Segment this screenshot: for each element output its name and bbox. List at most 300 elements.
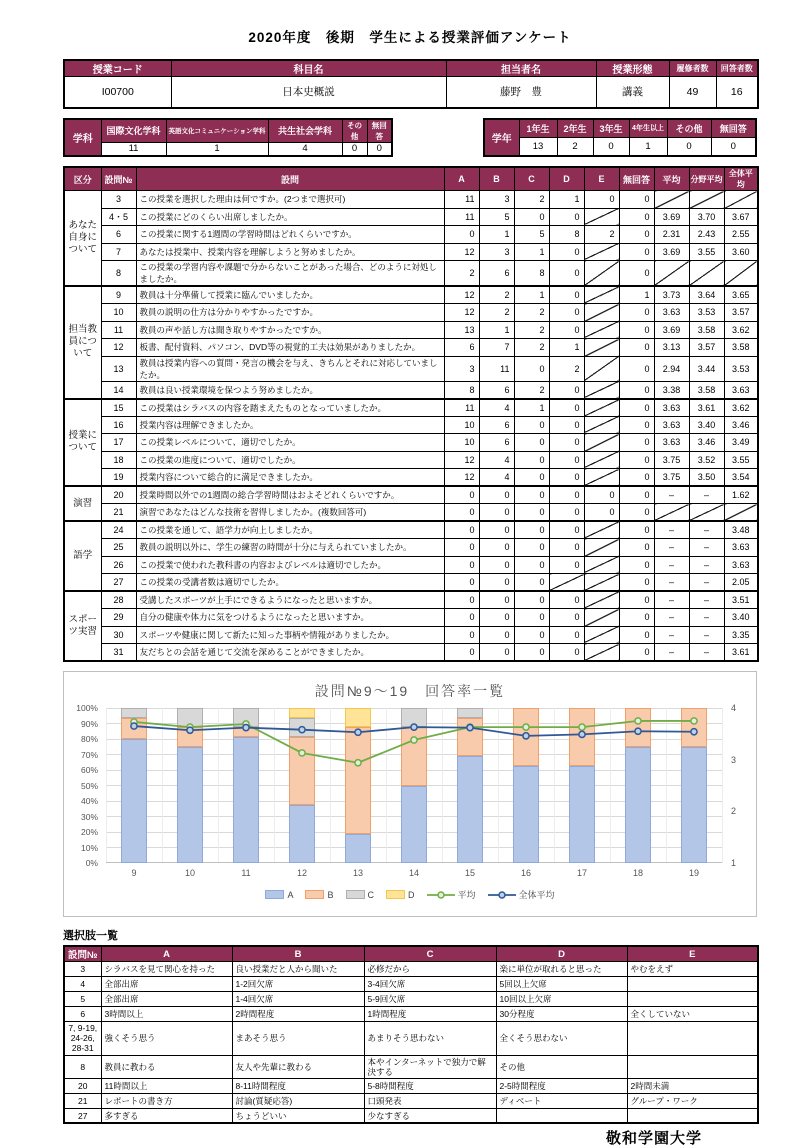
blank-diagonal-cell: [584, 434, 619, 452]
count-cell: 1: [514, 399, 549, 417]
count-cell: 1: [514, 243, 549, 261]
choice-cell: 5回以上欠席: [496, 977, 627, 992]
question-no: 31: [101, 644, 136, 662]
report-content: [63, 0, 757, 1148]
side-table-header: 無回答: [711, 119, 756, 138]
question-text: この授業レベルについて、適切でしたか。: [136, 434, 444, 452]
count-cell: 1: [479, 226, 514, 244]
blank-diagonal-cell: [584, 451, 619, 469]
legend-label: 全体平均: [518, 890, 555, 900]
count-cell: 0: [444, 626, 479, 644]
count-cell: 0: [619, 626, 654, 644]
right-axis-tick: 4: [731, 703, 737, 713]
average-cell: 3.53: [724, 356, 758, 381]
question-no: 17: [101, 434, 136, 452]
question-text: この授業の進度について、適切でしたか。: [136, 451, 444, 469]
question-text: この授業の学習内容や課題で分からないことがあった場合、どのように対処しましたか。: [136, 261, 444, 287]
question-text: 授業内容は理解できましたか。: [136, 416, 444, 434]
average-cell: 3.57: [724, 304, 758, 322]
choice-cell: 楽に単位が取れると思った: [496, 962, 627, 977]
side-table-value: 0: [593, 138, 629, 156]
count-cell: 0: [514, 644, 549, 662]
x-axis-tick: 17: [576, 868, 587, 878]
qtable-header: D: [549, 167, 584, 191]
count-cell: 0: [584, 504, 619, 522]
choice-cell: 強くそう思う: [101, 1022, 232, 1056]
count-cell: 0: [619, 434, 654, 452]
marker-平均: [635, 718, 641, 724]
average-cell: 3.46: [724, 416, 758, 434]
legend-item-平均: [427, 888, 476, 901]
choice-cell: [627, 1108, 758, 1123]
x-axis-tick: 16: [520, 868, 531, 878]
count-cell: 0: [479, 486, 514, 504]
average-cell: 2.31: [654, 226, 689, 244]
x-axis-tick: 10: [184, 868, 195, 878]
count-cell: 0: [514, 486, 549, 504]
count-cell: 0: [584, 486, 619, 504]
count-cell: 0: [619, 208, 654, 226]
count-cell: 0: [619, 339, 654, 357]
blank-diagonal-cell: [689, 504, 724, 522]
blank-diagonal-cell: [724, 504, 758, 522]
blank-diagonal-cell: [584, 574, 619, 592]
question-text: スポーツや健康に関して新たに知った事柄や情報がありましたか。: [136, 626, 444, 644]
course-value: I00700: [64, 77, 171, 108]
average-cell: –: [689, 574, 724, 592]
question-text: この授業を選択した理由は何ですか。(2つまで選択可): [136, 191, 444, 209]
count-cell: 1: [514, 286, 549, 304]
question-no: 21: [101, 504, 136, 522]
side-table-label: 学科: [64, 119, 101, 157]
choices-header: B: [232, 946, 364, 962]
count-cell: 0: [549, 286, 584, 304]
average-cell: 3.63: [654, 304, 689, 322]
count-cell: 0: [479, 591, 514, 609]
count-cell: 0: [549, 609, 584, 627]
choice-cell: 全くそう思わない: [496, 1022, 627, 1056]
count-cell: 2: [514, 304, 549, 322]
count-cell: 0: [549, 644, 584, 662]
average-cell: –: [689, 644, 724, 662]
count-cell: 0: [514, 539, 549, 557]
blank-diagonal-cell: [584, 626, 619, 644]
average-cell: 3.58: [689, 321, 724, 339]
count-cell: 6: [479, 434, 514, 452]
count-cell: 2: [514, 381, 549, 399]
average-cell: 3.55: [724, 451, 758, 469]
legend-item-A: [265, 890, 293, 900]
legend-line-marker-icon: [488, 890, 516, 900]
side-tables: [63, 118, 757, 158]
choices-header: C: [364, 946, 496, 962]
blank-diagonal-cell: [549, 574, 584, 592]
average-cell: 3.13: [654, 339, 689, 357]
question-text: 授業内容について総合的に満足できましたか。: [136, 469, 444, 487]
x-axis-tick: 9: [131, 868, 137, 878]
side-table-header: 無回答: [367, 119, 392, 143]
answer-rate-chart: [63, 671, 757, 917]
choice-cell: 11時間以上: [101, 1078, 232, 1093]
side-table-header: その他: [342, 119, 367, 143]
category-cell: 演習: [64, 486, 101, 521]
count-cell: 0: [444, 609, 479, 627]
course-header: 履修者数: [669, 60, 716, 77]
y-axis-tick: 80%: [80, 734, 98, 744]
question-no: 16: [101, 416, 136, 434]
side-table-header: 英語文化コミュニケーション学科: [166, 119, 268, 143]
count-cell: 0: [549, 261, 584, 287]
marker-全体平均: [131, 723, 137, 729]
average-cell: 2.94: [654, 356, 689, 381]
blank-diagonal-cell: [584, 356, 619, 381]
course-value: 藤野 豊: [446, 77, 596, 108]
side-table-value: 0: [342, 142, 367, 156]
count-cell: 0: [619, 486, 654, 504]
choice-cell: 3時間以上: [101, 1007, 232, 1022]
question-no: 18: [101, 451, 136, 469]
choice-cell: 5-9回欠席: [364, 992, 496, 1007]
question-no: 7: [101, 243, 136, 261]
side-table-value: 0: [711, 138, 756, 156]
y-axis-tick: 20%: [80, 827, 98, 837]
marker-全体平均: [243, 725, 249, 731]
question-no: 8: [101, 261, 136, 287]
count-cell: 0: [549, 381, 584, 399]
count-cell: 0: [514, 434, 549, 452]
count-cell: 0: [514, 469, 549, 487]
count-cell: 0: [619, 381, 654, 399]
count-cell: 11: [444, 399, 479, 417]
count-cell: 12: [444, 451, 479, 469]
count-cell: 0: [619, 591, 654, 609]
legend-swatch-icon: [305, 890, 324, 899]
marker-全体平均: [523, 733, 529, 739]
blank-diagonal-cell: [584, 469, 619, 487]
count-cell: 0: [549, 539, 584, 557]
qtable-header: A: [444, 167, 479, 191]
question-text: この授業を通して、語学力が向上しましたか。: [136, 521, 444, 539]
side-table-value: 0: [667, 138, 711, 156]
average-cell: –: [689, 521, 724, 539]
average-cell: 3.55: [689, 243, 724, 261]
count-cell: 0: [549, 451, 584, 469]
qtable-header: C: [514, 167, 549, 191]
legend-label: D: [408, 889, 415, 900]
question-no: 4・5: [101, 208, 136, 226]
x-axis-tick: 13: [352, 868, 363, 878]
count-cell: 7: [479, 339, 514, 357]
count-cell: 0: [514, 556, 549, 574]
choice-cell: [627, 992, 758, 1007]
count-cell: 1: [549, 191, 584, 209]
blank-diagonal-cell: [689, 261, 724, 287]
choice-cell: [627, 1022, 758, 1056]
count-cell: 0: [619, 304, 654, 322]
average-cell: –: [654, 644, 689, 662]
choice-cell: 全部出席: [101, 977, 232, 992]
marker-全体平均: [355, 729, 361, 735]
marker-全体平均: [467, 725, 473, 731]
average-cell: 3.40: [724, 609, 758, 627]
chart-x-labels: [106, 868, 722, 878]
x-axis-tick: 18: [632, 868, 643, 878]
average-cell: 1.62: [724, 486, 758, 504]
side-table-header: 共生社会学科: [268, 119, 342, 143]
average-cell: 3.52: [689, 451, 724, 469]
blank-diagonal-cell: [584, 521, 619, 539]
count-cell: 0: [619, 521, 654, 539]
chart-right-axis: [728, 703, 752, 868]
choice-cell: ちょうどいい: [232, 1108, 364, 1123]
question-no: 13: [101, 356, 136, 381]
course-value: 49: [669, 77, 716, 108]
qtable-header: 分野平均: [689, 167, 724, 191]
qtable-header: 区分: [64, 167, 101, 191]
blank-diagonal-cell: [584, 304, 619, 322]
marker-全体平均: [691, 729, 697, 735]
blank-diagonal-cell: [654, 504, 689, 522]
question-text: あなたは授業中、授業内容を理解しようと努めましたか。: [136, 243, 444, 261]
x-axis-tick: 12: [296, 868, 307, 878]
course-header: 回答者数: [716, 60, 758, 77]
count-cell: 11: [444, 191, 479, 209]
y-axis-tick: 40%: [80, 796, 98, 806]
count-cell: 0: [619, 243, 654, 261]
page-title: 2020年度 後期 学生による授業評価アンケート: [248, 30, 572, 45]
chart-plot: [106, 708, 722, 863]
side-table-header: 1年生: [519, 119, 557, 138]
choice-cell: 教員に教わる: [101, 1055, 232, 1078]
choices-question-no: 5: [64, 992, 101, 1007]
marker-平均: [691, 718, 697, 724]
choice-cell: 2時間程度: [232, 1007, 364, 1022]
count-cell: 0: [444, 591, 479, 609]
side-table-header: その他: [667, 119, 711, 138]
average-cell: –: [654, 539, 689, 557]
average-cell: 3.63: [724, 539, 758, 557]
question-text: この授業の受講者数は適切でしたか。: [136, 574, 444, 592]
count-cell: 0: [619, 609, 654, 627]
question-no: 6: [101, 226, 136, 244]
choice-cell: 多すぎる: [101, 1108, 232, 1123]
question-text: 演習であなたはどんな技術を習得しましたか。(複数回答可): [136, 504, 444, 522]
average-cell: –: [654, 591, 689, 609]
count-cell: 0: [479, 539, 514, 557]
marker-全体平均: [579, 731, 585, 737]
y-axis-tick: 0%: [85, 858, 98, 868]
course-value: 日本史概説: [171, 77, 446, 108]
blank-diagonal-cell: [584, 339, 619, 357]
x-axis-tick: 19: [688, 868, 699, 878]
blank-diagonal-cell: [584, 609, 619, 627]
course-header: 授業形態: [596, 60, 669, 77]
average-cell: 3.75: [654, 469, 689, 487]
question-no: 27: [101, 574, 136, 592]
legend-item-B: [305, 890, 333, 900]
count-cell: 0: [479, 609, 514, 627]
count-cell: 0: [619, 261, 654, 287]
average-cell: 3.57: [689, 339, 724, 357]
right-axis-tick: 1: [731, 858, 737, 868]
average-cell: –: [654, 574, 689, 592]
question-table: [63, 166, 759, 662]
count-cell: 0: [549, 556, 584, 574]
blank-diagonal-cell: [724, 191, 758, 209]
choices-question-no: 27: [64, 1108, 101, 1123]
blank-diagonal-cell: [584, 644, 619, 662]
choice-cell: ディベート: [496, 1093, 627, 1108]
question-no: 11: [101, 321, 136, 339]
average-cell: 3.60: [724, 243, 758, 261]
count-cell: 0: [514, 451, 549, 469]
count-cell: 2: [584, 226, 619, 244]
question-no: 14: [101, 381, 136, 399]
y-axis-tick: 60%: [80, 765, 98, 775]
average-cell: –: [654, 486, 689, 504]
choice-cell: あまりそう思わない: [364, 1022, 496, 1056]
marker-全体平均: [635, 728, 641, 734]
question-no: 19: [101, 469, 136, 487]
blank-diagonal-cell: [584, 243, 619, 261]
average-cell: 3.67: [724, 208, 758, 226]
count-cell: 0: [619, 504, 654, 522]
legend-swatch-icon: [346, 890, 365, 899]
average-cell: 3.40: [689, 416, 724, 434]
choice-cell: 1時間程度: [364, 1007, 496, 1022]
side-table-value: 4: [268, 142, 342, 156]
choices-question-no: 7, 9-19, 24-26, 28-31: [64, 1022, 101, 1056]
average-cell: 3.63: [654, 416, 689, 434]
count-cell: 1: [479, 321, 514, 339]
average-cell: 3.51: [724, 591, 758, 609]
choice-cell: やむをえず: [627, 962, 758, 977]
count-cell: 13: [444, 321, 479, 339]
right-axis-tick: 3: [731, 754, 737, 765]
count-cell: 0: [444, 504, 479, 522]
marker-平均: [579, 724, 585, 730]
choice-cell: 1-2回欠席: [232, 977, 364, 992]
average-cell: 3.62: [724, 399, 758, 417]
count-cell: 0: [479, 574, 514, 592]
count-cell: 2: [514, 191, 549, 209]
side-table-value: 13: [519, 138, 557, 156]
count-cell: 0: [514, 521, 549, 539]
question-no: 24: [101, 521, 136, 539]
count-cell: 0: [444, 644, 479, 662]
average-cell: 3.48: [724, 521, 758, 539]
marker-全体平均: [299, 727, 305, 733]
count-cell: 3: [444, 356, 479, 381]
average-cell: 3.44: [689, 356, 724, 381]
average-cell: 3.69: [654, 208, 689, 226]
count-cell: 10: [444, 416, 479, 434]
count-cell: 0: [619, 226, 654, 244]
choice-cell: 全部出席: [101, 992, 232, 1007]
choices-question-no: 8: [64, 1055, 101, 1078]
choice-cell: グループ・ワーク: [627, 1093, 758, 1108]
average-cell: 2.55: [724, 226, 758, 244]
count-cell: 11: [444, 208, 479, 226]
choices-question-no: 6: [64, 1007, 101, 1022]
side-table-header: 3年生: [593, 119, 629, 138]
question-text: 受講したスポーツが上手にできるようになったと思いますか。: [136, 591, 444, 609]
qtable-header: E: [584, 167, 619, 191]
count-cell: 12: [444, 304, 479, 322]
question-text: 板書、配付資料、パソコン、DVD等の視覚的工夫は効果がありましたか。: [136, 339, 444, 357]
y-axis-tick: 50%: [80, 780, 98, 791]
choice-cell: 2-5時間程度: [496, 1078, 627, 1093]
question-no: 3: [101, 191, 136, 209]
average-cell: 3.53: [689, 304, 724, 322]
question-no: 9: [101, 286, 136, 304]
x-axis-tick: 14: [408, 868, 419, 878]
blank-diagonal-cell: [584, 381, 619, 399]
average-cell: 3.70: [689, 208, 724, 226]
question-no: 20: [101, 486, 136, 504]
count-cell: 5: [479, 208, 514, 226]
question-no: 28: [101, 591, 136, 609]
qtable-header: 設問№: [101, 167, 136, 191]
question-no: 10: [101, 304, 136, 322]
choice-cell: 口頭発表: [364, 1093, 496, 1108]
blank-diagonal-cell: [654, 191, 689, 209]
qtable-header: B: [479, 167, 514, 191]
count-cell: 2: [479, 286, 514, 304]
choice-cell: 3-4回欠席: [364, 977, 496, 992]
choice-cell: まあそう思う: [232, 1022, 364, 1056]
marker-全体平均: [187, 727, 193, 733]
average-cell: 3.63: [724, 381, 758, 399]
count-cell: 0: [514, 416, 549, 434]
count-cell: 6: [479, 416, 514, 434]
side-table-value: 11: [101, 142, 166, 156]
average-cell: 3.58: [689, 381, 724, 399]
count-cell: 12: [444, 286, 479, 304]
count-cell: 0: [479, 644, 514, 662]
university-name: 敬和学園大学: [605, 1130, 702, 1148]
category-cell: 語学: [64, 521, 101, 591]
question-text: 授業時間以外での1週間の総合学習時間はおよそどれくらいですか。: [136, 486, 444, 504]
category-cell: 授業について: [64, 399, 101, 487]
question-no: 30: [101, 626, 136, 644]
choice-cell: レポートの書き方: [101, 1093, 232, 1108]
department-table: [63, 118, 393, 158]
count-cell: 8: [444, 381, 479, 399]
count-cell: 2: [514, 321, 549, 339]
qtable-header: 無回答: [619, 167, 654, 191]
question-text: 教員は授業内容への質問・発言の機会を与え、きちんとそれに対応していましたか。: [136, 356, 444, 381]
count-cell: 0: [584, 191, 619, 209]
course-value: 16: [716, 77, 758, 108]
count-cell: 0: [619, 644, 654, 662]
average-cell: 3.58: [724, 339, 758, 357]
legend-label: 平均: [457, 890, 476, 900]
legend-label: A: [287, 889, 294, 900]
legend-item-D: [386, 890, 415, 900]
average-cell: –: [689, 609, 724, 627]
question-no: 12: [101, 339, 136, 357]
count-cell: 0: [619, 451, 654, 469]
choice-cell: [627, 977, 758, 992]
count-cell: 0: [444, 486, 479, 504]
marker-平均: [411, 737, 417, 743]
count-cell: 0: [514, 591, 549, 609]
choice-cell: 1-4回欠席: [232, 992, 364, 1007]
question-text: この授業で使われた教科書の内容およびレベルは適切でしたか。: [136, 556, 444, 574]
question-no: 26: [101, 556, 136, 574]
count-cell: 0: [549, 434, 584, 452]
